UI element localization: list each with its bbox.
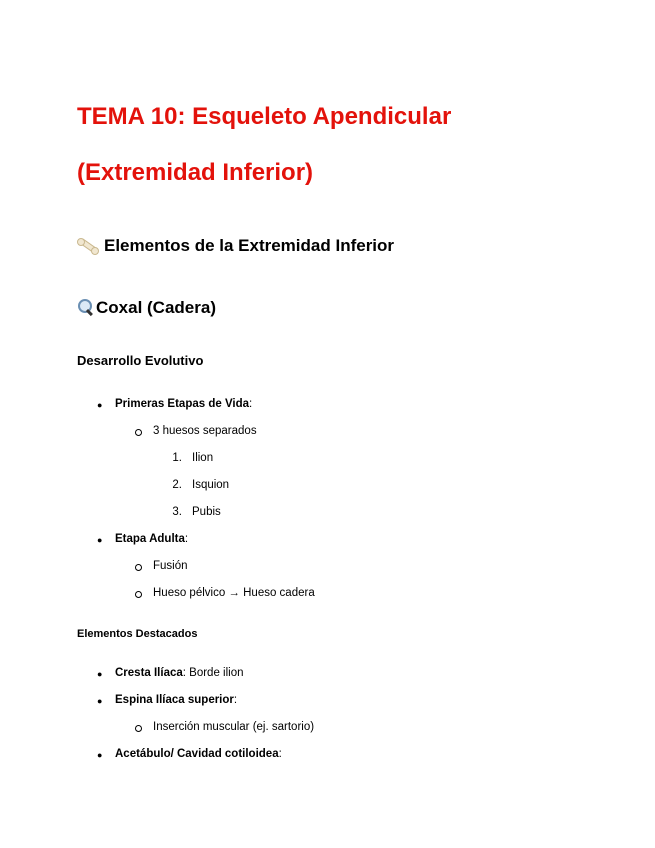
page-title-line-1: TEMA 10: Esqueleto Apendicular <box>77 103 452 130</box>
list-item-insercion: Inserción muscular (ej. sartorio) <box>153 721 315 733</box>
bullet-icon: ● <box>97 535 103 545</box>
list-item-primeras: Primeras Etapas de Vida: <box>115 398 253 410</box>
acetabulo-label: Acetábulo/ Cavidad cotiloidea <box>115 748 279 760</box>
circle-bullet-icon <box>135 429 142 436</box>
section-heading-text: Elementos de la Extremidad Inferior <box>104 236 395 255</box>
list-item-acetabulo: Acetábulo/ Cavidad cotiloidea: <box>115 748 282 760</box>
list-item-ilion: Ilion <box>192 452 214 464</box>
adulta-label: Etapa Adulta <box>115 533 185 545</box>
destacados-heading: Elementos Destacados <box>77 628 198 640</box>
list-number: 1. <box>172 452 182 464</box>
list-item-huesos: 3 huesos separados <box>153 425 257 437</box>
circle-bullet-icon <box>135 591 142 598</box>
subsection-heading-text: Coxal (Cadera) <box>96 298 216 317</box>
list-number: 3. <box>172 506 182 518</box>
list-item-hueso-pelvico: Hueso pélvico → Hueso cadera <box>153 587 315 599</box>
circle-bullet-icon <box>135 564 142 571</box>
bone-icon <box>77 237 97 253</box>
section-heading <box>77 236 394 256</box>
subsection-heading <box>77 298 216 318</box>
desarrollo-heading: Desarrollo Evolutivo <box>77 353 204 368</box>
list-number: 2. <box>172 479 182 491</box>
espina-label: Espina Ilíaca superior <box>115 694 234 706</box>
bullet-icon: ● <box>97 750 103 760</box>
bullet-icon: ● <box>97 696 103 706</box>
cresta-label: Cresta Ilíaca <box>115 667 183 679</box>
list-item-isquion: Isquion <box>192 479 230 491</box>
list-item-pubis: Pubis <box>192 506 221 518</box>
list-item-cresta: Cresta Ilíaca: Borde ilion <box>115 667 244 679</box>
primeras-label: Primeras Etapas de Vida <box>115 398 250 410</box>
magnifying-glass-icon <box>77 298 94 315</box>
page-title-line-2: (Extremidad Inferior) <box>77 159 314 186</box>
bullet-icon: ● <box>97 400 103 410</box>
list-item-adulta: Etapa Adulta: <box>115 533 189 545</box>
list-item-fusion: Fusión <box>153 560 188 572</box>
bullet-icon: ● <box>97 669 103 679</box>
list-item-espina: Espina Ilíaca superior: <box>115 694 238 706</box>
circle-bullet-icon <box>135 725 142 732</box>
